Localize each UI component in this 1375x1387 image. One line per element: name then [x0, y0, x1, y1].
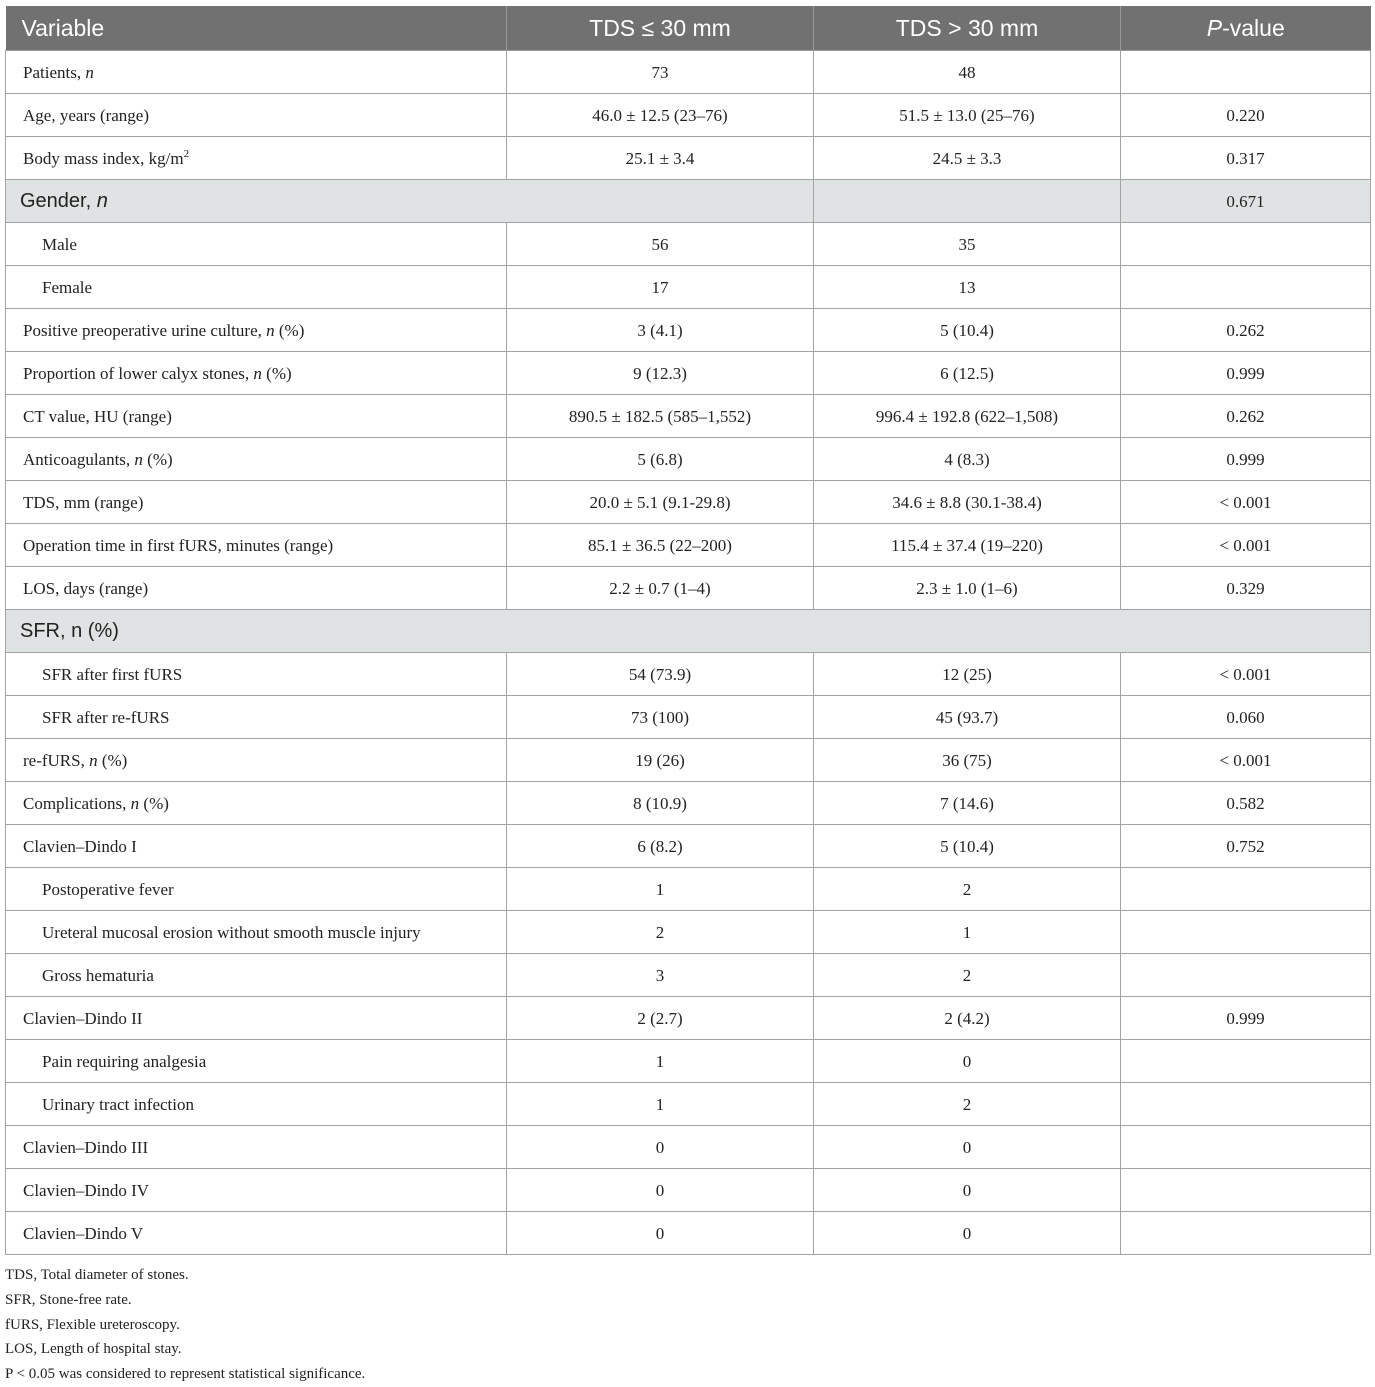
- cell-group1: 2.2 ± 0.7 (1–4): [507, 567, 814, 610]
- cell-pvalue: < 0.001: [1121, 653, 1371, 696]
- cell-pvalue: 0.220: [1121, 94, 1371, 137]
- cell-group1: 17: [507, 266, 814, 309]
- table-row: [6, 352, 1371, 395]
- section-label: SFR, n (%): [6, 610, 1371, 653]
- table-row: [6, 954, 1371, 997]
- cell-group1: 9 (12.3): [507, 352, 814, 395]
- cell-pvalue: 0.060: [1121, 696, 1371, 739]
- section-row-sfr: [6, 610, 1371, 653]
- table-footnotes: [5, 1263, 365, 1387]
- cell-pvalue: [1121, 1083, 1371, 1126]
- cell-group2: 115.4 ± 37.4 (19–220): [814, 524, 1121, 567]
- table-row: [6, 782, 1371, 825]
- cell-pvalue: 0.999: [1121, 997, 1371, 1040]
- table-row: [6, 51, 1371, 94]
- cell-pvalue: [1121, 1169, 1371, 1212]
- table-row: [6, 266, 1371, 309]
- cell-group2: 2.3 ± 1.0 (1–6): [814, 567, 1121, 610]
- row-label: Urinary tract infection: [6, 1083, 507, 1126]
- cell-group2: 2: [814, 868, 1121, 911]
- row-label: Clavien–Dindo V: [6, 1212, 507, 1255]
- row-label: Ureteral mucosal erosion without smooth muscle injury: [6, 911, 507, 954]
- footnote: fURS, Flexible ureteroscopy.: [5, 1316, 180, 1333]
- row-label: Patients, n: [6, 51, 507, 94]
- table-row: [6, 1169, 1371, 1212]
- table-row: [6, 653, 1371, 696]
- footnote: LOS, Length of hospital stay.: [5, 1341, 182, 1358]
- cell-group1: 1: [507, 868, 814, 911]
- row-label: CT value, HU (range): [6, 395, 507, 438]
- section-row-gender: [6, 180, 1371, 223]
- row-label: Anticoagulants, n (%): [6, 438, 507, 481]
- row-label: Complications, n (%): [6, 782, 507, 825]
- table-row: [6, 1083, 1371, 1126]
- cell-group2: 0: [814, 1212, 1121, 1255]
- cell-pvalue: 0.671: [1121, 180, 1371, 223]
- cell-group2: 51.5 ± 13.0 (25–76): [814, 94, 1121, 137]
- cell-group2: 35: [814, 223, 1121, 266]
- cell-group1: 5 (6.8): [507, 438, 814, 481]
- cell-group1: 0: [507, 1126, 814, 1169]
- cell-group2: 36 (75): [814, 739, 1121, 782]
- cell-group1: 73 (100): [507, 696, 814, 739]
- cell-group2: 0: [814, 1169, 1121, 1212]
- cell-group2: 12 (25): [814, 653, 1121, 696]
- cell-group2: 0: [814, 1126, 1121, 1169]
- table-row: [6, 739, 1371, 782]
- cell-group1: 19 (26): [507, 739, 814, 782]
- row-label: Pain requiring analgesia: [6, 1040, 507, 1083]
- cell-group2: 45 (93.7): [814, 696, 1121, 739]
- cell-group1: 54 (73.9): [507, 653, 814, 696]
- row-label: Body mass index, $kg/m^2$: [6, 137, 507, 180]
- table-row: [6, 481, 1371, 524]
- cell-pvalue: [1121, 1126, 1371, 1169]
- cell-group2: 7 (14.6): [814, 782, 1121, 825]
- cell-pvalue: < 0.001: [1121, 481, 1371, 524]
- table-row: [6, 1040, 1371, 1083]
- cell-group1: 56: [507, 223, 814, 266]
- row-label: SFR after re-fURS: [6, 696, 507, 739]
- cell-group2: 0: [814, 1040, 1121, 1083]
- cell-pvalue: [1121, 51, 1371, 94]
- cell-pvalue: 0.752: [1121, 825, 1371, 868]
- cell-group2: 996.4 ± 192.8 (622–1,508): [814, 395, 1121, 438]
- header-p-italic: P: [1206, 14, 1223, 41]
- cell-pvalue: < 0.001: [1121, 524, 1371, 567]
- cell-pvalue: 0.582: [1121, 782, 1371, 825]
- row-label: Clavien–Dindo I: [6, 825, 507, 868]
- header-group1: TDS ≤ 30 mm: [507, 6, 814, 51]
- cell-group2: 5 (10.4): [814, 825, 1121, 868]
- row-label: LOS, days (range): [6, 567, 507, 610]
- table-row: [6, 997, 1371, 1040]
- table-header-row: [6, 6, 1371, 51]
- cell-pvalue: [1121, 266, 1371, 309]
- cell-group1: 46.0 ± 12.5 (23–76): [507, 94, 814, 137]
- cell-group2: 2 (4.2): [814, 997, 1121, 1040]
- cell-group2: 2: [814, 1083, 1121, 1126]
- cell-pvalue: [1121, 223, 1371, 266]
- cell-pvalue: [1121, 1212, 1371, 1255]
- cell-pvalue: [1121, 954, 1371, 997]
- row-label: Age, years (range): [6, 94, 507, 137]
- cell-pvalue: < 0.001: [1121, 739, 1371, 782]
- table-row: [6, 868, 1371, 911]
- section-label: Gender, n: [6, 180, 814, 223]
- cell-group1: 25.1 ± 3.4: [507, 137, 814, 180]
- row-label: Postoperative fever: [6, 868, 507, 911]
- cell-group2: 24.5 ± 3.3: [814, 137, 1121, 180]
- cell-group1: 85.1 ± 36.5 (22–200): [507, 524, 814, 567]
- header-group2: TDS > 30 mm: [814, 6, 1121, 51]
- table-row: [6, 1212, 1371, 1255]
- cell-pvalue: 0.999: [1121, 352, 1371, 395]
- cell-group2: 1: [814, 911, 1121, 954]
- cell-group2: 2: [814, 954, 1121, 997]
- cell-group2: 5 (10.4): [814, 309, 1121, 352]
- header-p-rest: -value: [1222, 14, 1285, 41]
- table-row: [6, 223, 1371, 266]
- row-label: Clavien–Dindo III: [6, 1126, 507, 1169]
- row-label: TDS, mm (range): [6, 481, 507, 524]
- cell-group2: 4 (8.3): [814, 438, 1121, 481]
- table-row: [6, 696, 1371, 739]
- cell-group2: 34.6 ± 8.8 (30.1-38.4): [814, 481, 1121, 524]
- cell-group1: 1: [507, 1040, 814, 1083]
- table-row: [6, 567, 1371, 610]
- cell-group1: 6 (8.2): [507, 825, 814, 868]
- table-row: [6, 524, 1371, 567]
- cell-pvalue: 0.317: [1121, 137, 1371, 180]
- cell-group1: 0: [507, 1169, 814, 1212]
- table-row: [6, 825, 1371, 868]
- data-table: [5, 6, 1371, 1255]
- cell-group2: 13: [814, 266, 1121, 309]
- row-label: re-fURS, n (%): [6, 739, 507, 782]
- cell-pvalue: 0.262: [1121, 395, 1371, 438]
- cell-group1: 0: [507, 1212, 814, 1255]
- cell-group1: 2: [507, 911, 814, 954]
- row-label: Gross hematuria: [6, 954, 507, 997]
- cell-group2: [814, 180, 1121, 223]
- cell-pvalue: [1121, 868, 1371, 911]
- table-row: [6, 1126, 1371, 1169]
- row-label: SFR after first fURS: [6, 653, 507, 696]
- cell-pvalue: [1121, 1040, 1371, 1083]
- row-label: Proportion of lower calyx stones, n (%): [6, 352, 507, 395]
- cell-pvalue: [1121, 911, 1371, 954]
- cell-group1: 1: [507, 1083, 814, 1126]
- row-label: Clavien–Dindo IV: [6, 1169, 507, 1212]
- footnote: P < 0.05 was considered to represent statistical significance.: [5, 1366, 366, 1383]
- row-label: Clavien–Dindo II: [6, 997, 507, 1040]
- table-row: [6, 438, 1371, 481]
- cell-group1: 3: [507, 954, 814, 997]
- header-variable: Variable: [6, 6, 507, 51]
- row-label: Male: [6, 223, 507, 266]
- cell-group1: 2 (2.7): [507, 997, 814, 1040]
- table-row: [6, 309, 1371, 352]
- cell-pvalue: 0.262: [1121, 309, 1371, 352]
- cell-group1: 8 (10.9): [507, 782, 814, 825]
- cell-group2: 6 (12.5): [814, 352, 1121, 395]
- cell-group1: 3 (4.1): [507, 309, 814, 352]
- cell-pvalue: 0.999: [1121, 438, 1371, 481]
- cell-group1: 890.5 ± 182.5 (585–1,552): [507, 395, 814, 438]
- table-row: [6, 94, 1371, 137]
- row-label: Operation time in first fURS, minutes (range): [6, 524, 507, 567]
- footnote: SFR, Stone-free rate.: [5, 1291, 132, 1308]
- cell-pvalue: 0.329: [1121, 567, 1371, 610]
- cell-group1: 73: [507, 51, 814, 94]
- table-row: [6, 395, 1371, 438]
- table-row: [6, 137, 1371, 180]
- cell-group1: 20.0 ± 5.1 (9.1-29.8): [507, 481, 814, 524]
- row-label: Female: [6, 266, 507, 309]
- table-row: [6, 911, 1371, 954]
- row-label: Positive preoperative urine culture, n (%): [6, 309, 507, 352]
- footnote: TDS, Total diameter of stones.: [5, 1267, 189, 1283]
- cell-group2: 48: [814, 51, 1121, 94]
- header-pvalue: [1121, 6, 1371, 51]
